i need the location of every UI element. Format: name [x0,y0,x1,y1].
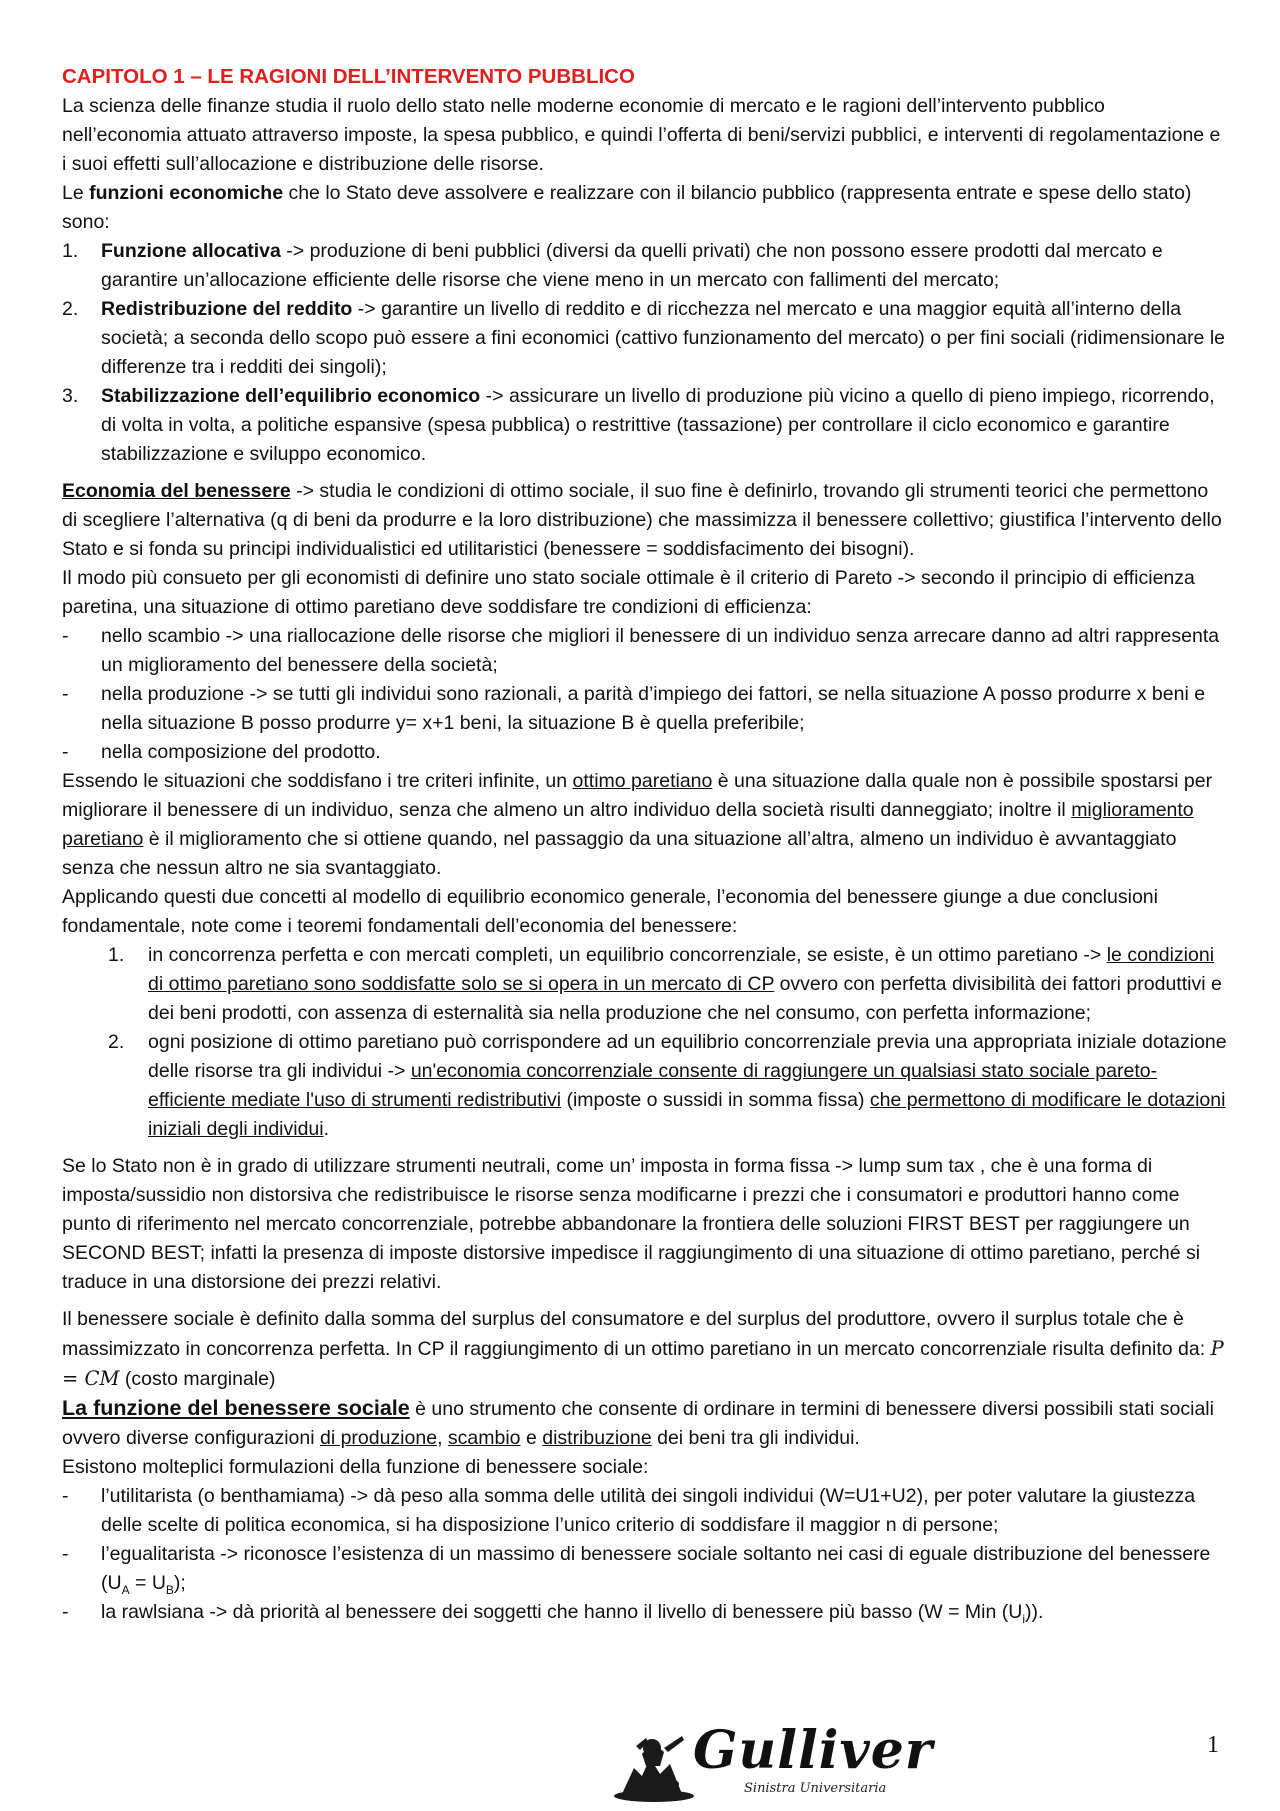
surplus-paragraph: Il benessere sociale è definito dalla somma del surplus del consumatore e del surplus del produttore, ovvero il surplus totale che è massimizzato in concorrenza perfetta. In CP il raggiungimento di un ottimo paretiano in un mercato concorrenziale risulta definito da: P = CM (costo marginale) [62,1308,1224,1390]
functions-list [62,237,1227,469]
condition-item: - nello scambio -> una riallocazione delle risorse che migliori il benessere di un individuo senza arrecare danno ad altri rappresenta un miglioramento del benessere della società; [62,625,1220,676]
formulation-item: - l’utilitarista (o benthamiama) -> dà peso alla somma delle utilità dei singoli individui (W=U1+U2), per poter valutare la giustezza delle scelte di politica economica, si ha disposizione l’unico criterio di soddisfare il maggior n di persone; [62,1485,1196,1536]
page-footer [0,1718,1280,1808]
function-item: 3. Stabilizzazione dell’equilibrio economico -> assicurare un livello di produzione più vicino a quello di pieno impiego, ricorrendo, di volta in volta, a politiche espansive (spesa pubblica) o restrittive (tassazione) per controllare il ciclo economico e garantire stabilizzazione e sviluppo economico. [62,385,1215,465]
pareto-paragraph: Il modo più consueto per gli economisti di definire uno stato sociale ottimale è il criterio di Pareto -> secondo il principio di efficienza paretina, una situazione di ottimo paretiano deve soddisfare tre condizioni di efficienza: [62,567,1195,618]
logo-title: Gulliver [693,1720,934,1781]
function-item: 1. Funzione allocativa -> produzione di beni pubblici (diversi da quelli privati) che non possono essere prodotti dal mercato e garantire un’allocazione efficiente delle risorse che viene meno in un mercato con fallimenti del mercato; [62,240,1163,291]
price-equals-marginal-cost: P = CM [62,1337,1224,1390]
condition-item: - nella composizione del prodotto. [62,741,381,763]
function-item: 2. Redistribuzione del reddito -> garantire un livello di reddito e di ricchezza nel mercato e una maggior equità all’interno della società; a seconda dello scopo può essere a fini economici (cattivo funzionamento del mercato) o per fini sociali (ridimensionare le differenze tra i redditi dei singoli); [62,298,1226,378]
theorems-intro: Applicando questi due concetti al modello di equilibrio economico generale, l’economia del benessere giunge a due conclusioni fondamentale, note come i teoremi fondamentali dell’economia del benessere: [62,886,1158,937]
formulation-item: - l’egualitarista -> riconosce l’esistenza di un massimo di benessere sociale soltanto nei casi di eguale distribuzione del benessere $(U_A = U_B)$; [62,1543,1211,1597]
logo-subtitle: Sinistra Universitaria [744,1781,887,1796]
page-number: 1 [1207,1732,1219,1758]
welfare-formulations-intro: Esistono molteplici formulazioni della funzione di benessere sociale: [62,1456,649,1478]
welfare-function-paragraph: La funzione del benessere sociale è uno strumento che consente di ordinare in termini di benessere diversi possibili stati sociali ovvero diverse configurazioni di produzione, scambio e distribuzione dei beni tra gli individui. [62,1396,1214,1449]
chapter-title: CAPITOLO 1 – LE RAGIONI DELL’INTERVENTO PUBBLICO [62,65,635,88]
pareto-optimum-paragraph: Essendo le situazioni che soddisfano i tre criteri infinite, un ottimo paretiano è una situazione dalla quale non è possibile spostarsi per migliorare il benessere di un individuo, senza che almeno un altro individuo della società risulti danneggiato; inoltre il miglioramento paretiano è il miglioramento che si ottiene quando, nel passaggio da una situazione all’altra, almeno un individuo è avvantaggiato senza che nessun altro ne sia svantaggiato. [62,770,1213,879]
functions-intro: Le funzioni economiche che lo Stato deve assolvere e realizzare con il bilancio pubblico (rappresenta entrate e spese dello stato) sono: [62,182,1192,233]
condition-item: - nella produzione -> se tutti gli individui sono razionali, a parità d’impiego dei fattori, se nella situazione A posso produrre x beni e nella situazione B posso produrre y= x+1 beni, la situazione B è quella preferibile; [62,683,1206,734]
welfare-formulations-list [62,1482,1227,1627]
document-page [62,62,1227,1627]
theorem-item: 1. in concorrenza perfetta e con mercati completi, un equilibrio concorrenziale, se esiste, è un ottimo paretiano -> le condizioni di ottimo paretiano sono soddisfatte solo se si opera in un mercato di CP ovvero con perfetta divisibilità dei fattori produttivi e dei beni prodotti, con assenza di esternalità sia nella produzione che nel consumo, con perfetta informazione; [108,944,1222,1024]
lump-sum-paragraph: Se lo Stato non è in grado di utilizzare strumenti neutrali, come un’ imposta in forma fissa -> lump sum tax , che è una forma di imposta/sussidio non distorsiva che redistribuisce le risorse senza modificarne i prezzi che i consumatori e produttori hanno come punto di riferimento nel mercato concorrenziale, potrebbe abbandonare la frontiera delle soluzioni FIRST BEST per raggiungere un SECOND BEST; infatti la presenza di imposte distorsive impedisce il raggiungimento di una situazione di ottimo paretiano, perché si traduce in una distorsione dei prezzi relativi. [62,1155,1201,1293]
theorems-list [62,941,1227,1144]
intro-paragraph: La scienza delle finanze studia il ruolo dello stato nelle moderne economie di mercato e le ragioni dell’intervento pubblico nell’economia attuato attraverso imposte, la spesa pubblico, e quindi l’offerta di beni/servizi pubblici, e interventi di regolamentazione e i suoi effetti sull’allocazione e distribuzione delle risorse. [62,95,1221,175]
welfare-function-heading: La funzione del benessere sociale [62,1396,410,1420]
welfare-economics-heading: Economia del benessere [62,480,291,502]
efficiency-conditions-list [62,622,1227,767]
formulation-item: - la rawlsiana -> dà priorità al benessere dei soggetti che hanno il livello di benessere più basso (W = Min $(U_i)$). [62,1601,1044,1626]
theorem-item: 2. ogni posizione di ottimo paretiano può corrispondere ad un equilibrio concorrenziale previa una appropriata iniziale dotazione delle risorse tra gli individui -> un'economia concorrenziale consente di raggiungere un qualsiasi stato sociale pareto-efficiente mediate l'uso di strumenti redistributivi (imposte o sussidi in somma fissa) che permettono di modificare le dotazioni iniziali degli individui. [108,1031,1227,1140]
welfare-economics-paragraph: Economia del benessere -> studia le condizioni di ottimo sociale, il suo fine è definirlo, trovando gli strumenti teorici che permettono di scegliere l’alternativa (q di beni da produrre e la loro distribuzione) che massimizza il benessere collettivo; giustifica l’intervento dello Stato e si fonda su principi individualistici ed utilitaristici (benessere = soddisfacimento dei bisogni). [62,480,1222,560]
